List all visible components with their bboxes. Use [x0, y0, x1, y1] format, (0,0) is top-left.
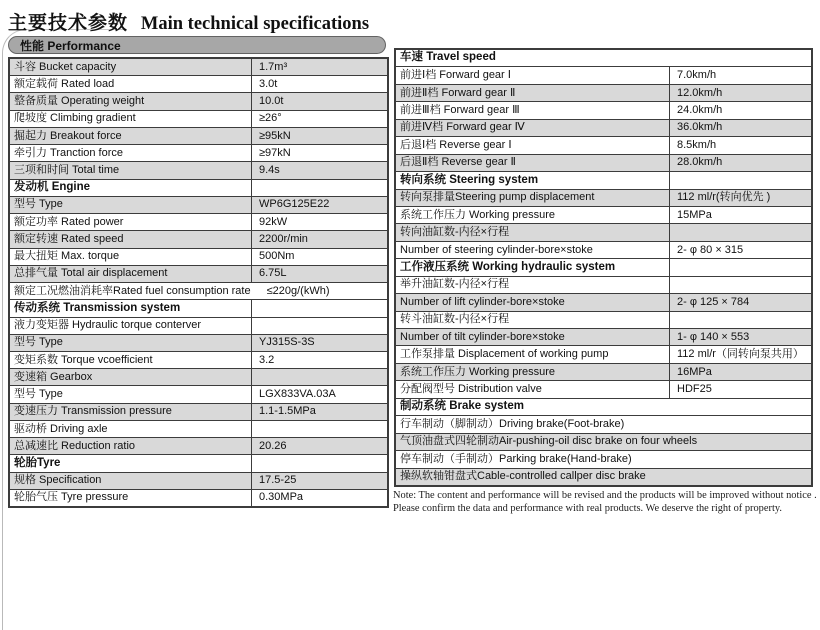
spec-label: 转向泵排量Steering pump displacement: [396, 190, 670, 206]
spec-row: [396, 468, 811, 485]
spec-row: [10, 265, 387, 282]
spec-label: 变速压力 Transmission pressure: [10, 404, 252, 420]
section-header-row: [396, 50, 811, 66]
spec-label: 气顶油盘式四轮制动Air-pushing-oil disc brake on four wheels: [400, 435, 698, 448]
performance-section-label: 性能 Performance: [20, 38, 121, 53]
spec-value: 112 ml/r(转向优先 ): [677, 191, 771, 204]
spec-label: 最大扭矩 Max. torque: [10, 249, 252, 265]
spec-value: WP6G125E22: [259, 198, 330, 211]
spec-row: [396, 206, 811, 223]
spec-value: [252, 300, 387, 316]
spec-row: [396, 345, 811, 362]
spec-row: [10, 385, 387, 402]
section-header-row: [396, 398, 811, 415]
spec-label: 牵引力 Tranction force: [10, 145, 252, 161]
spec-value: 6.75L: [259, 267, 287, 280]
spec-value: 2200r/min: [259, 232, 308, 245]
spec-value: [670, 312, 811, 328]
spec-label: 爬坡度 Climbing gradient: [10, 111, 252, 127]
spec-value: [670, 224, 811, 240]
spec-value: ≤220g/(kWh): [266, 284, 330, 297]
spec-row: [396, 189, 811, 206]
spec-row: [396, 293, 811, 310]
spec-label: 轮胎Tyre: [10, 455, 252, 471]
spec-value: 9.4s: [259, 164, 280, 177]
spec-row: [396, 101, 811, 118]
spec-row: [10, 403, 387, 420]
spec-value: [670, 277, 811, 293]
spec-row: [10, 489, 387, 506]
spec-value: 36.0km/h: [677, 121, 723, 134]
spec-row: [10, 196, 387, 213]
spec-row: [396, 328, 811, 345]
spec-row: [10, 144, 387, 161]
spec-value: 500Nm: [259, 250, 295, 263]
spec-label: Number of steering cylinder-bore×stoke: [396, 242, 670, 258]
spec-row: [396, 450, 811, 467]
spec-row: [10, 127, 387, 144]
spec-row: [10, 368, 387, 385]
spec-value: [670, 172, 811, 188]
spec-label: 变矩系数 Torque vcoefficient: [10, 352, 252, 368]
spec-value: [252, 455, 387, 471]
spec-row: [396, 136, 811, 153]
spec-label: 额定功率 Rated power: [10, 214, 252, 230]
spec-value: [252, 369, 387, 385]
spec-label: 驱动桥 Driving axle: [10, 421, 252, 437]
spec-row: [10, 420, 387, 437]
spec-label: 停车制动（手制动）Parking brake(Hand-brake): [400, 452, 632, 465]
spec-row: [10, 351, 387, 368]
page-title-en: Main technical specifications: [140, 14, 370, 34]
spec-row: [396, 223, 811, 240]
spec-label: Number of lift cylinder-bore×stoke: [396, 294, 670, 310]
spec-value: 3.0t: [259, 77, 278, 90]
spec-value: [670, 259, 811, 275]
section-header-row: [10, 179, 387, 196]
spec-value: 20.26: [259, 439, 287, 452]
spec-label: 工作液压系统 Working hydraulic system: [396, 259, 670, 275]
spec-label: 型号 Type: [10, 335, 252, 351]
spec-value: [252, 318, 387, 334]
spec-row: [396, 66, 811, 83]
spec-label: 传动系统 Transmission system: [10, 300, 252, 316]
footnote: [393, 489, 818, 515]
section-header-row: [396, 171, 811, 188]
spec-row: [10, 75, 387, 92]
spec-label: 系统工作压力 Working pressure: [396, 207, 670, 223]
spec-label: 掘起力 Breakout force: [10, 128, 252, 144]
spec-row: [396, 241, 811, 258]
spec-value: 1.7m³: [259, 60, 288, 73]
spec-value: 28.0km/h: [677, 156, 723, 169]
spec-value: ≥95kN: [259, 129, 291, 142]
spec-value: 0.30MPa: [259, 491, 304, 504]
spec-label: 车速 Travel speed: [400, 51, 496, 64]
spec-row: [396, 380, 811, 397]
spec-value: ≥97kN: [259, 146, 291, 159]
spec-row: [10, 282, 387, 299]
page-title: [8, 0, 369, 37]
spec-label: 后退Ⅱ档 Reverse gear Ⅱ: [396, 155, 670, 171]
spec-value: 24.0km/h: [677, 104, 723, 117]
spec-value: 16MPa: [677, 365, 712, 378]
spec-label: 分配阀型号 Distribution valve: [396, 381, 670, 397]
spec-label: Number of tilt cylinder-bore×stoke: [396, 329, 670, 345]
spec-row: [396, 415, 811, 432]
spec-row: [10, 161, 387, 178]
spec-label: 轮胎气压 Tyre pressure: [10, 490, 252, 506]
spec-value: ≥26°: [259, 112, 282, 125]
spec-label: 型号 Type: [10, 197, 252, 213]
spec-value: [252, 180, 387, 196]
footnote-line-2: Please confirm the data and performance with real products. We deserve the right of property.: [393, 503, 782, 514]
spec-label: 前进Ⅲ档 Forward gear Ⅲ: [396, 102, 670, 118]
spec-value: HDF25: [677, 383, 712, 396]
spec-value: 15MPa: [677, 208, 712, 221]
spec-value: 1- φ 140 × 553: [677, 330, 750, 343]
spec-label: 变速箱 Gearbox: [10, 369, 252, 385]
spec-value: 3.2: [259, 353, 275, 366]
spec-label: 系统工作压力 Working pressure: [396, 364, 670, 380]
spec-row: [10, 213, 387, 230]
spec-label: 转向系统 Steering system: [396, 172, 670, 188]
spec-row: [396, 119, 811, 136]
spec-label: 制动系统 Brake system: [400, 400, 524, 413]
spec-label: 举升油缸数-内径×行程: [396, 277, 670, 293]
spec-label: 前进Ⅰ档 Forward gear Ⅰ: [396, 67, 670, 83]
spec-row: [10, 437, 387, 454]
spec-label: 整备质量 Operating weight: [10, 93, 252, 109]
spec-row: [10, 317, 387, 334]
spec-label: 后退Ⅰ档 Reverse gear Ⅰ: [396, 137, 670, 153]
spec-label: 转斗油缸数-内径×行程: [396, 312, 670, 328]
spec-value: [252, 421, 387, 437]
spec-value: 2- φ 125 × 784: [677, 295, 750, 308]
spec-label: 前进Ⅱ档 Forward gear Ⅱ: [396, 85, 670, 101]
spec-value: 7.0km/h: [677, 69, 717, 82]
spec-row: [396, 276, 811, 293]
spec-label: 三项和时间 Total time: [10, 162, 252, 178]
section-header-row: [396, 258, 811, 275]
spec-label: 总排气量 Total air displacement: [10, 266, 252, 282]
spec-label: 斗容 Bucket capacity: [10, 59, 252, 75]
spec-row: [10, 92, 387, 109]
spec-row: [396, 84, 811, 101]
spec-row: [396, 311, 811, 328]
spec-value: 112 ml/r（同转向泵共用）: [677, 348, 804, 361]
spec-label: 额定载荷 Rated load: [10, 76, 252, 92]
spec-row: [10, 248, 387, 265]
spec-label: 转向油缸数-内径×行程: [396, 224, 670, 240]
spec-label: 总减速比 Reduction ratio: [10, 438, 252, 454]
spec-value: 2- φ 80 × 315: [677, 243, 744, 256]
spec-value: 12.0km/h: [677, 86, 723, 99]
spec-value: 92kW: [259, 215, 288, 228]
spec-label: 工作泵排量 Displacement of working pump: [396, 346, 670, 362]
section-header-row: [10, 299, 387, 316]
spec-label: 操纵软轴钳盘式Cable-controlled callper disc brake: [400, 470, 646, 483]
spec-row: [10, 110, 387, 127]
performance-section-band: [8, 36, 386, 54]
spec-label: 额定工况燃油消耗率Rated fuel consumption rate ≤220g/(kWh): [14, 284, 330, 297]
spec-row: [10, 230, 387, 247]
spec-value: 17.5-25: [259, 474, 297, 487]
right-spec-table: [394, 48, 813, 487]
section-header-row: [10, 454, 387, 471]
spec-value: LGX833VA.03A: [259, 388, 336, 401]
spec-value: 1.1-1.5MPa: [259, 405, 316, 418]
spec-row: [396, 433, 811, 450]
spec-label: 行车制动（脚制动）Driving brake(Foot-brake): [400, 417, 625, 430]
spec-value: YJ315S-3S: [259, 336, 315, 349]
spec-label: 型号 Type: [10, 386, 252, 402]
spec-value: 8.5km/h: [677, 138, 717, 151]
spec-label: 规格 Specification: [10, 473, 252, 489]
spec-label: 液力变矩器 Hydraulic torque conterver: [10, 318, 252, 334]
page-title-zh: 主要技术参数: [8, 13, 129, 34]
spec-row: [10, 59, 387, 75]
spec-label: 额定转速 Rated speed: [10, 231, 252, 247]
spec-row: [10, 472, 387, 489]
left-spec-table: [8, 57, 389, 508]
spec-label: 前进Ⅳ档 Forward gear Ⅳ: [396, 120, 670, 136]
spec-label: 发动机 Engine: [10, 180, 252, 196]
spec-row: [396, 154, 811, 171]
spec-value: 10.0t: [259, 95, 284, 108]
spec-row: [10, 334, 387, 351]
footnote-line-1: Note: The content and performance will be revised and the products will be improved without notice .: [393, 490, 817, 501]
spec-row: [396, 363, 811, 380]
